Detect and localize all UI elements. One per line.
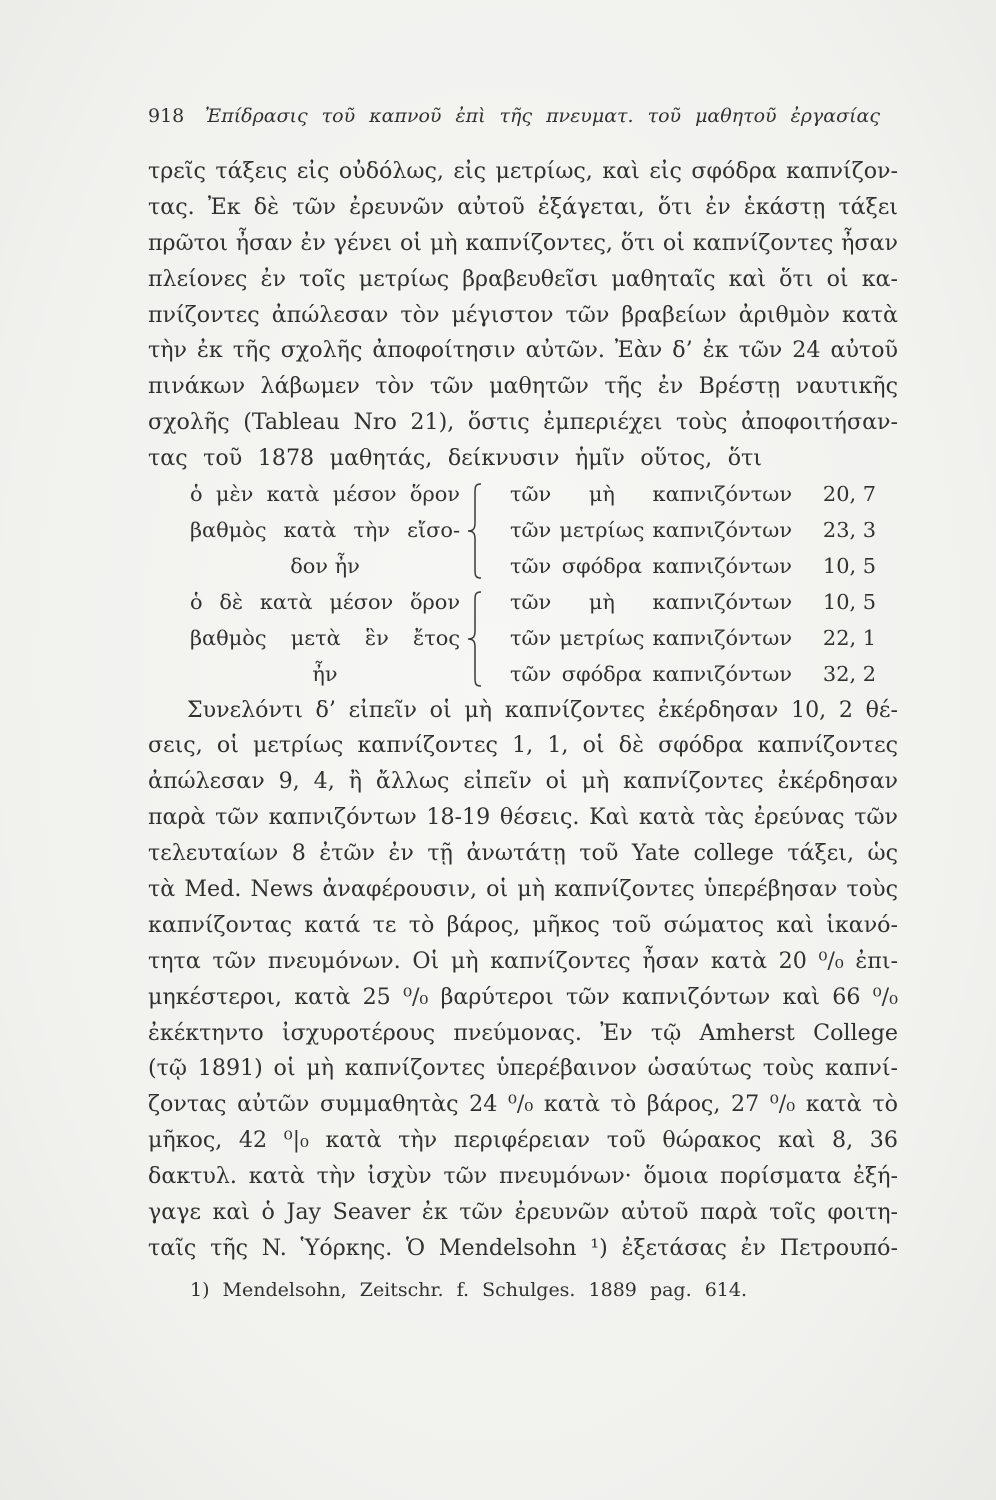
table-group-entry-grade <box>148 477 898 585</box>
text-line: μῆκος, 42 ⁰|₀ κατὰ τὴν περιφέρειαν τοῦ θώρακος καὶ 8, 36 <box>148 1127 898 1154</box>
grade-table <box>148 477 898 692</box>
row-value: 10, 5 <box>822 553 876 578</box>
text-line: σχολῆς (Tableau Nro 21), ὅστις ἐμπεριέχει τοὺς ἀποφοιτήσαν- <box>148 409 898 436</box>
row-category: τῶν μετρίως καπνιζόντων <box>510 517 792 542</box>
curly-brace-icon <box>466 591 484 687</box>
text-line: σεις, οἱ μετρίως καπνίζοντες 1, 1, οἱ δὲ σφόδρα καπνίζοντες <box>148 732 898 759</box>
row-value: 20, 7 <box>822 482 876 507</box>
paragraph-before-table <box>148 154 898 477</box>
group-label-line: ὁ μὲν κατὰ μέσον ὅρον <box>190 482 460 507</box>
curly-brace-icon <box>466 483 484 579</box>
text-line: τὴν ἐκ τῆς σχολῆς ἀποφοίτησιν αὐτῶν. Ἐὰν δ’ ἐκ τῶν 24 αὐτοῦ <box>148 337 898 364</box>
text-line: δακτυλ. κατὰ τὴν ἰσχὺν τῶν πνευμόνων· ὅμοια πορίσματα ἐξή- <box>148 1163 898 1190</box>
table-row <box>510 549 876 585</box>
text-line: γαγε καὶ ὁ Jay Seaver ἐκ τῶν ἐρευνῶν αὐτοῦ παρὰ τοῖς φοιτη- <box>148 1198 898 1225</box>
text-line: Συνελόντι δ’ εἰπεῖν οἱ μὴ καπνίζοντες ἐκέρδησαν 10, 2 θέ- <box>187 696 898 723</box>
text-line: πινάκων λάβωμεν τὸν τῶν μαθητῶν τῆς ἐν Βρέστῃ ναυτικῆς <box>148 373 898 400</box>
row-category: τῶν σφόδρα καπνιζόντων <box>510 661 792 686</box>
row-value: 32, 2 <box>822 661 876 686</box>
text-line: ταῖς τῆς N. Ὑόρκης. Ὁ Mendelsohn ¹) ἐξετάσας ἐν Πετρουπό- <box>148 1234 898 1261</box>
group-rows <box>510 585 876 693</box>
text-line: (τῷ 1891) οἱ μὴ καπνίζοντες ὑπερέβαινον ὡσαύτως τοὺς καπνί- <box>148 1055 898 1082</box>
row-value: 22, 1 <box>822 625 876 650</box>
group-label-line: ἦν <box>312 661 338 686</box>
text-line: πνίζοντες ἀπώλεσαν τὸν μέγιστον τῶν βραβείων ἀριθμὸν κατὰ <box>148 301 898 328</box>
row-category: τῶν μὴ καπνιζόντων <box>510 589 792 614</box>
group-label-line: βαθμὸς κατὰ τὴν εἴσο- <box>190 517 460 542</box>
table-row <box>510 513 876 549</box>
footnote: 1) Mendelsohn, Zeitschr. f. Schulges. 1889 pag. 614. <box>190 1279 747 1301</box>
table-row <box>510 621 876 657</box>
row-value: 10, 5 <box>822 589 876 614</box>
table-row <box>510 657 876 693</box>
group-label <box>190 477 460 585</box>
table-row <box>510 585 876 621</box>
text-line: πρῶτοι ἦσαν ἐν γένει οἱ μὴ καπνίζοντες, ὅτι οἱ καπνίζοντες ἦσαν <box>148 229 898 256</box>
group-rows <box>510 477 876 585</box>
text-line: μηκέστεροι, κατὰ 25 ⁰/₀ βαρύτεροι τῶν καπνιζόντων καὶ 66 ⁰/₀ <box>148 983 898 1010</box>
text-line: τητα τῶν πνευμόνων. Οἱ μὴ καπνίζοντες ἦσαν κατὰ 20 ⁰/₀ ἐπι- <box>148 947 898 974</box>
text-line: καπνίζοντας κατά τε τὸ βάρος, μῆκος τοῦ σώματος καὶ ἱκανό- <box>148 911 898 938</box>
text-line: τὰ Med. News ἀναφέρουσιν, οἱ μὴ καπνίζοντες ὑπερέβησαν τοὺς <box>148 875 898 902</box>
row-category: τῶν σφόδρα καπνιζόντων <box>510 553 792 578</box>
text-line: τας. Ἐκ δὲ τῶν ἐρευνῶν αὐτοῦ ἐξάγεται, ὅτι ἐν ἑκάστῃ τάξει <box>148 193 898 220</box>
text-line: παρὰ τῶν καπνιζόντων 18-19 θέσεις. Καὶ κατὰ τὰς ἐρεύνας τῶν <box>148 804 898 831</box>
text-line: τελευταίων 8 ἐτῶν ἐν τῇ ἀνωτάτῃ τοῦ Yate college τάξει, ὡς <box>148 840 898 867</box>
text-line: ἐκέκτηντο ἰσχυροτέρους πνεύμονας. Ἐν τῷ Amherst College <box>148 1019 898 1046</box>
group-label-line: ὁ δὲ κατὰ μέσον ὅρον <box>190 589 460 614</box>
text-line: τρεῖς τάξεις εἰς οὐδόλως, εἰς μετρίως, καὶ εἰς σφόδρα καπνίζον- <box>148 158 898 184</box>
row-category: τῶν μὴ καπνιζόντων <box>510 482 792 507</box>
text-line: τας τοῦ 1878 μαθητάς, δείκνυσιν ἡμῖν οὕτος, ὅτι <box>148 445 762 472</box>
text-line: πλείονες ἐν τοῖς μετρίως βραβευθεῖσι μαθηταῖς καὶ ὅτι οἱ κα- <box>148 265 898 292</box>
table-group-after-year <box>148 585 898 693</box>
table-row <box>510 477 876 513</box>
text-line: ζοντας αὐτῶν συμμαθητὰς 24 ⁰/₀ κατὰ τὸ βάρος, 27 ⁰/₀ κατὰ τὸ <box>148 1091 898 1118</box>
group-label-line: βαθμὸς μετὰ ἓν ἔτος <box>190 625 460 650</box>
text-line: ἀπώλεσαν 9, 4, ἢ ἄλλως εἰπεῖν οἱ μὴ καπνίζοντες ἐκέρδησαν <box>148 768 898 795</box>
row-value: 23, 3 <box>822 517 876 542</box>
page-number: 918 <box>148 105 185 127</box>
row-category: τῶν μετρίως καπνιζόντων <box>510 625 792 650</box>
group-label-line: δον ἦν <box>290 553 360 578</box>
running-title: Ἐπίδρασις τοῦ καπνοῦ ἐπὶ τῆς πνευματ. τοῦ μαθητοῦ ἐργασίας <box>205 105 880 127</box>
paragraph-after-table <box>148 693 898 1267</box>
group-label <box>190 585 460 693</box>
